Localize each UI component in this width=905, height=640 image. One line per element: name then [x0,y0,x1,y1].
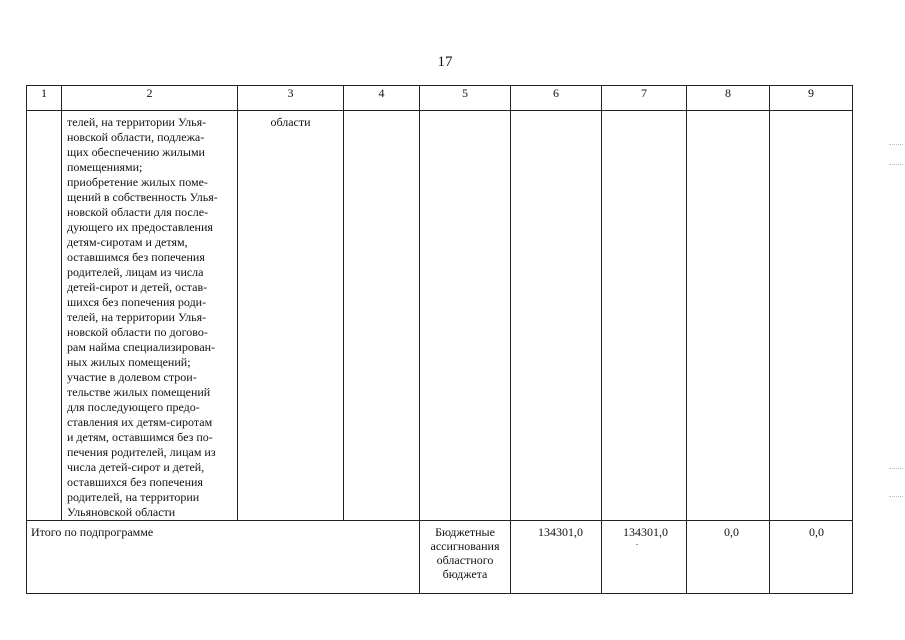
column-number-8: 8 [687,86,770,111]
column-number-7: 7 [602,86,687,111]
description-line: тельстве жилых помещений [67,385,211,399]
total-col6-value: 134301,0 [511,521,602,594]
description-line: шихся без попечения роди- [67,295,207,309]
description-line: детей-сирот и детей, остав- [67,280,208,294]
column-number-5: 5 [420,86,511,111]
description-line: Ульяновской области [67,505,176,519]
description-line: телей, на территории Улья- [67,310,207,324]
description-line: ставления их детям-сиротам [67,415,213,429]
column-number-1: 1 [27,86,62,111]
description-line: для последующего предо- [67,400,200,414]
description-line: числа детей-сирот и детей, [67,460,205,474]
description-line: печения родителей, лицам из [67,445,216,459]
total-col9-value: 0,0 [770,521,853,594]
page-number: 17 [437,54,453,70]
measure-description [62,111,238,521]
scan-speck [636,544,638,545]
description-line: щих обеспечению жилыми [67,145,205,159]
cell-col6 [511,111,602,521]
cell-col8 [687,111,770,521]
funding-source-line: бюджета [442,567,488,581]
description-line: помещениями; [67,160,143,174]
cell-col1 [27,111,62,521]
description-line: телей, на территории Улья- [67,115,207,129]
responsible-region-cell: области [238,111,344,521]
description-line: приобретение жилых поме- [67,175,208,189]
column-number-4: 4 [344,86,420,111]
description-line: рам найма специализирован- [67,340,216,354]
column-number-2: 2 [62,86,238,111]
description-line: щений в собственность Улья- [67,190,218,204]
column-number-row [27,86,853,111]
description-line: оставшихся без попечения [67,475,203,489]
description-line: оставшимся без попечения [67,250,205,264]
description-line: родителей, на территории [67,490,200,504]
description-line: детям-сиротам и детям, [67,235,188,249]
subprogram-total-row [27,521,853,594]
scan-edge-mark [889,144,903,146]
description-line: новской области для после- [67,205,209,219]
scan-edge-mark [889,496,903,498]
cell-col7 [602,111,687,521]
funding-source-line: ассигнования [430,539,500,553]
funding-source [420,521,511,594]
scan-edge-mark [889,468,903,470]
description-line: и детям, оставшимся без по- [67,430,213,444]
column-number-6: 6 [511,86,602,111]
funding-source-line: областного [436,553,494,567]
budget-table [26,85,853,594]
scan-edge-mark [889,164,903,166]
column-number-3: 3 [238,86,344,111]
column-number-9: 9 [770,86,853,111]
total-col7-value: 134301,0 [602,521,687,594]
subprogram-total-label: Итого по подпрограмме [27,521,420,594]
description-line: новской области, подлежа- [67,130,205,144]
description-line: участие в долевом строи- [67,370,197,384]
measure-row [27,111,853,521]
description-line: дующего их предоставления [67,220,213,234]
description-line: родителей, лицам из числа [67,265,204,279]
cell-col5 [420,111,511,521]
funding-source-line: Бюджетные [435,525,495,539]
description-line: новской области по догово- [67,325,208,339]
description-line: ных жилых помещений; [67,355,191,369]
cell-col9 [770,111,853,521]
cell-col4 [344,111,420,521]
total-col8-value: 0,0 [687,521,770,594]
